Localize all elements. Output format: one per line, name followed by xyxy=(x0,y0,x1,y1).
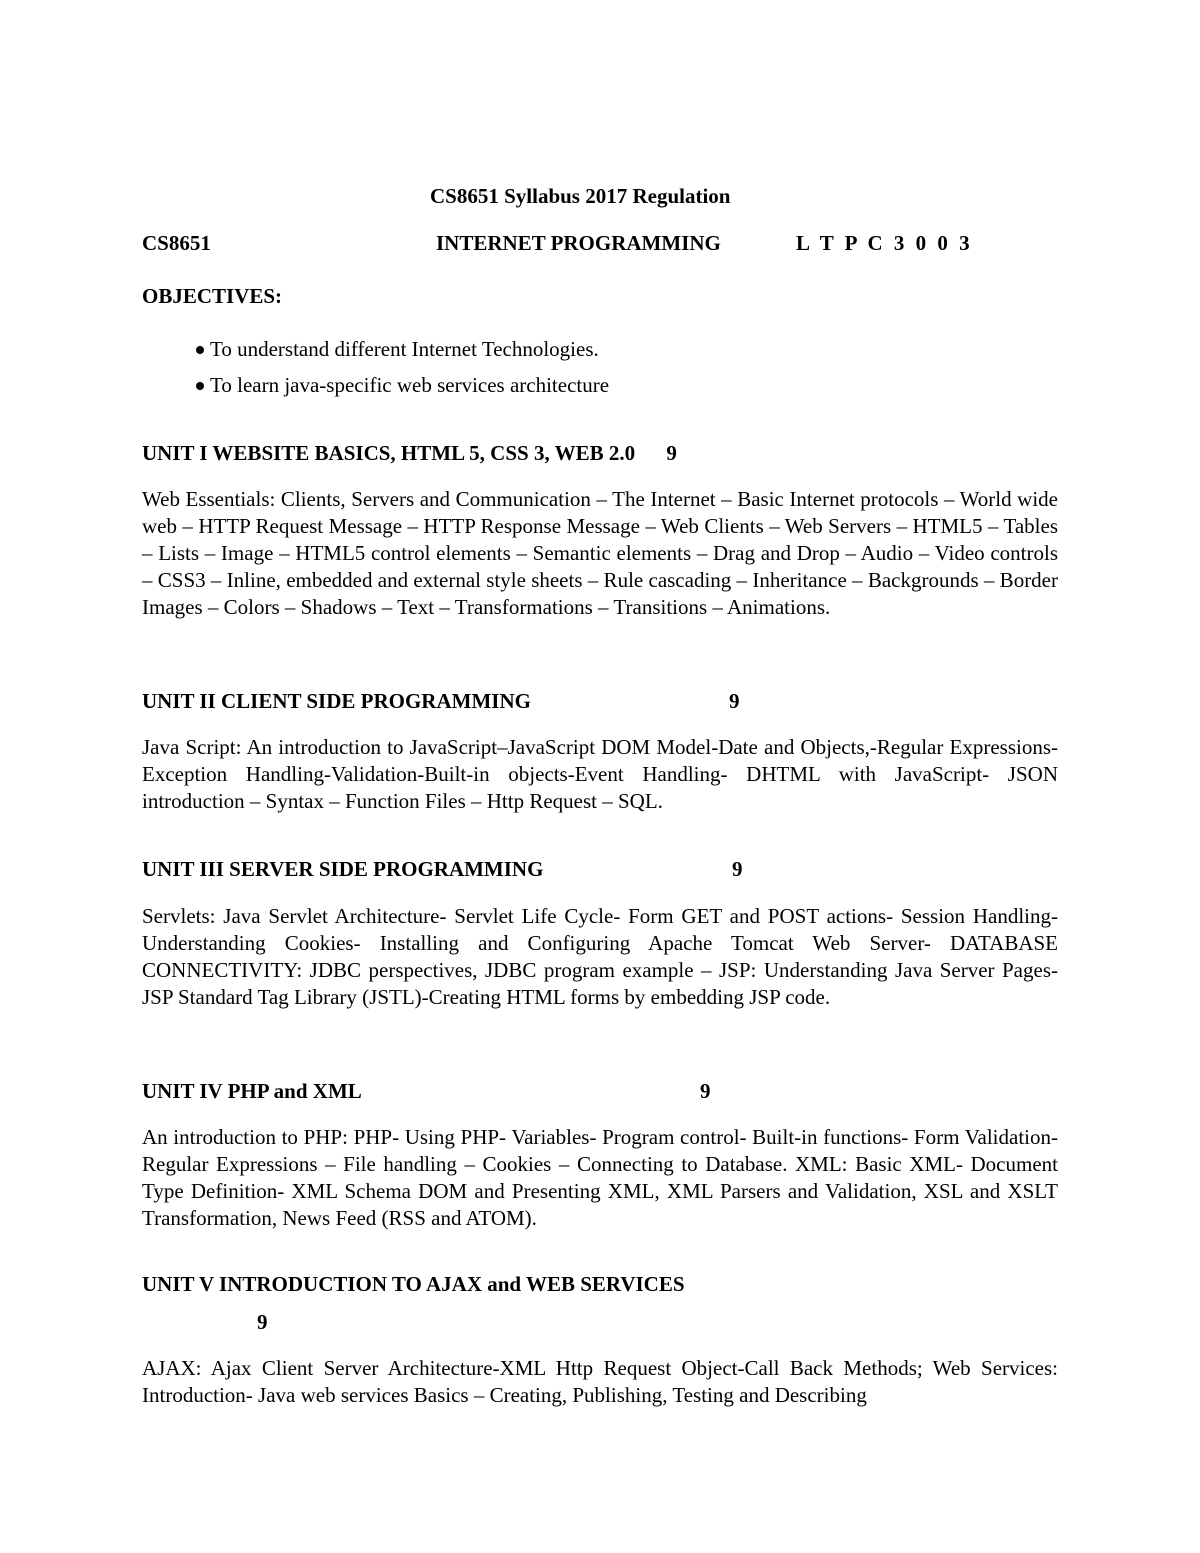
unit-5-hours: 9 xyxy=(257,1310,268,1334)
ltpc-credits: L T P C 3 0 0 3 xyxy=(796,231,973,255)
unit-1-heading xyxy=(142,440,677,467)
unit-4-body: An introduction to PHP: PHP- Using PHP- Variables- Program control- Built-in functions- Form Validation- Regular Expressions – File handling – Cookies – Connecting to Database. XML: Basic XML- Document Type Definition- XML Schema DOM and Presenting XML, XML Parsers and Validation, XSL and XSLT Transformation, News Feed (RSS and ATOM). xyxy=(142,1125,1058,1230)
bullet-icon xyxy=(196,382,204,390)
unit-4-heading xyxy=(142,1078,362,1105)
unit-2-heading xyxy=(142,688,531,715)
list-item xyxy=(196,336,609,372)
unit-5-title: UNIT V INTRODUCTION TO AJAX and WEB SERVICES xyxy=(142,1272,685,1296)
objective-text: To understand different Internet Technologies. xyxy=(210,337,599,361)
unit-2-hours: 9 xyxy=(729,689,740,713)
unit-2-body: Java Script: An introduction to JavaScript–JavaScript DOM Model-Date and Objects,-Regular Expressions- Exception Handling-Validation-Built-in objects-Event Handling- DHTML with JavaScript- JSON introduction – Syntax – Function Files – Http Request – SQL. xyxy=(142,735,1058,813)
unit-1-title: UNIT I WEBSITE BASICS, HTML 5, CSS 3, WEB 2.0 xyxy=(142,441,636,465)
page-title: CS8651 Syllabus 2017 Regulation xyxy=(430,184,731,208)
unit-3-heading xyxy=(142,856,543,883)
unit-5-heading xyxy=(142,1271,685,1298)
unit-2-title: UNIT II CLIENT SIDE PROGRAMMING xyxy=(142,689,531,713)
bullet-icon xyxy=(196,346,204,354)
unit-1-body: Web Essentials: Clients, Servers and Communication – The Internet – Basic Internet protocols – World wide web – HTTP Request Message – HTTP Response Message – Web Clients – Web Servers – HTML5 – Tables – Lists – Image – HTML5 control elements – Semantic elements – Drag and Drop – Audio – Video controls – CSS3 – Inline, embedded and external style sheets – Rule cascading – Inheritance – Backgrounds – Border Images – Colors – Shadows – Text – Transformations – Transitions – Animations. xyxy=(142,487,1058,619)
list-item xyxy=(196,372,609,408)
objective-text: To learn java-specific web services architecture xyxy=(210,373,610,397)
unit-4-title: UNIT IV PHP and XML xyxy=(142,1079,362,1103)
objectives-list xyxy=(196,336,609,408)
unit-3-hours: 9 xyxy=(732,857,743,881)
unit-3-body: Servlets: Java Servlet Architecture- Servlet Life Cycle- Form GET and POST actions- Session Handling- Understanding Cookies- Installing and Configuring Apache Tomcat Web Server- DATABASE CONNECTIVITY: JDBC perspectives, JDBC program example – JSP: Understanding Java Server Pages-JSP Standard Tag Library (JSTL)-Creating HTML forms by embedding JSP code. xyxy=(142,904,1058,1009)
course-code: CS8651 xyxy=(142,231,211,255)
unit-5-body: AJAX: Ajax Client Server Architecture-XML Http Request Object-Call Back Methods; Web Services: Introduction- Java web services Basics – Creating, Publishing, Testing and Describing xyxy=(142,1356,1058,1407)
objectives-heading: OBJECTIVES: xyxy=(142,284,283,308)
course-name: INTERNET PROGRAMMING xyxy=(436,231,721,255)
unit-3-title: UNIT III SERVER SIDE PROGRAMMING xyxy=(142,857,544,881)
unit-4-hours: 9 xyxy=(700,1079,711,1103)
unit-1-hours: 9 xyxy=(666,441,677,465)
